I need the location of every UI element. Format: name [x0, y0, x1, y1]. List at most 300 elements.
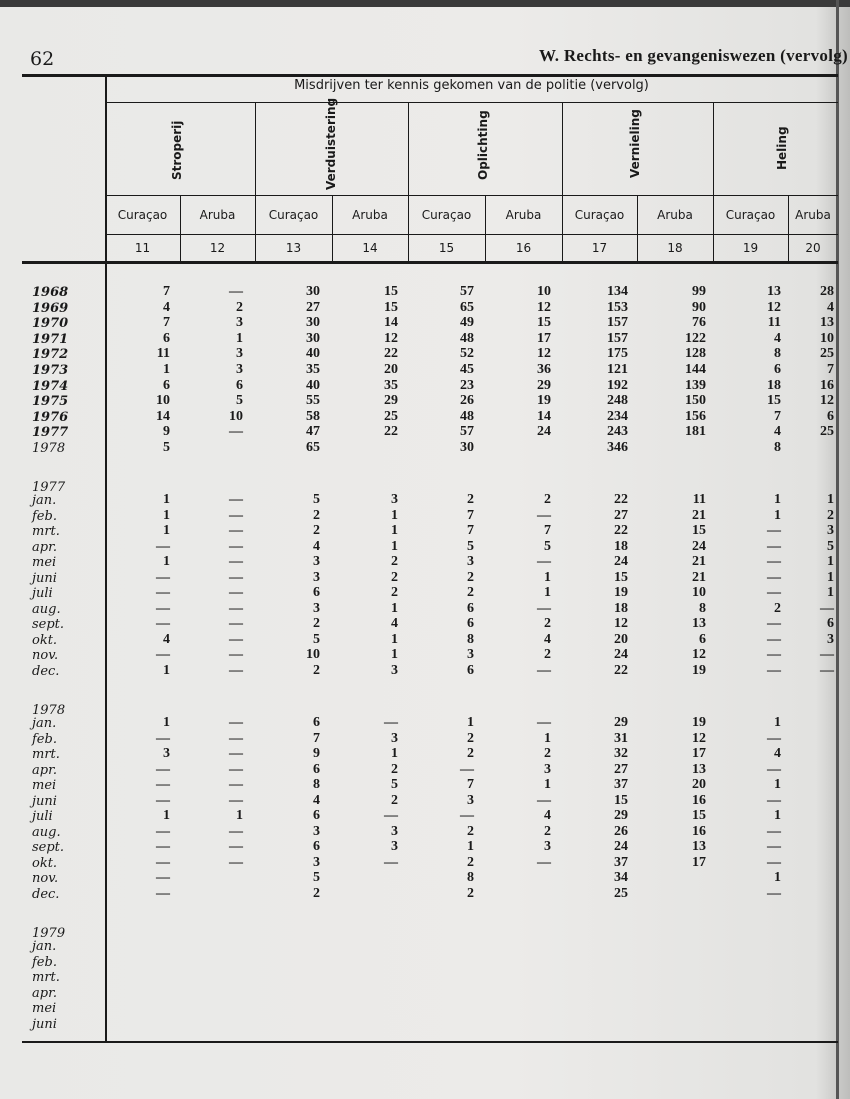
- table-cell: 1: [544, 569, 551, 585]
- table-cell: 8: [774, 346, 781, 362]
- table-cell: 45: [460, 362, 474, 377]
- category-heling: Heling: [775, 126, 789, 170]
- row-label: nov.: [32, 648, 59, 663]
- row-label: jan.: [32, 493, 57, 508]
- table-cell: 144: [685, 362, 706, 377]
- table-cell: 20: [614, 631, 628, 647]
- table-cell: 27: [306, 299, 320, 315]
- table-cell: 16: [820, 377, 834, 393]
- row-label: dec.: [32, 663, 60, 679]
- row-label: juni: [32, 570, 57, 586]
- table-cell: 2: [467, 569, 474, 585]
- top-rule: [22, 74, 838, 77]
- table-cell: —: [229, 284, 243, 299]
- table-cell: 7: [774, 408, 781, 424]
- table-cell: 181: [685, 424, 706, 440]
- table-cell: —: [229, 538, 243, 554]
- table-cell: 49: [460, 315, 474, 331]
- table-cell: 26: [614, 823, 628, 839]
- table-cell: 2: [467, 746, 474, 761]
- table-cell: —: [156, 870, 170, 885]
- table-cell: 11: [156, 346, 170, 362]
- table-cell: 3: [313, 854, 320, 870]
- table-cell: 2: [774, 600, 781, 616]
- row-label: 1978: [32, 441, 66, 456]
- table-cell: 7: [163, 284, 170, 299]
- table-cell: 1: [391, 507, 398, 523]
- table-cell: —: [767, 569, 781, 585]
- section-year: 1979: [32, 926, 66, 941]
- table-cell: 27: [614, 507, 628, 523]
- table-cell: 1: [391, 746, 398, 761]
- row-label: apr.: [32, 539, 57, 555]
- table-cell: 30: [460, 440, 474, 455]
- table-cell: 1: [391, 523, 398, 538]
- table-cell: 12: [767, 299, 781, 315]
- table-cell: 58: [306, 408, 320, 424]
- table-cell: —: [767, 823, 781, 839]
- table-cell: 157: [607, 315, 628, 331]
- table-cell: 139: [685, 377, 706, 393]
- scan-right-edge: [836, 0, 839, 1099]
- table-cell: 8: [313, 777, 320, 792]
- table-cell: 1: [774, 777, 781, 792]
- table-cell: 29: [537, 377, 551, 393]
- table-cell: —: [537, 792, 551, 808]
- table-cell: 7: [467, 507, 474, 523]
- table-cell: 57: [460, 424, 474, 440]
- table-cell: 18: [614, 538, 628, 554]
- table-cell: 16: [692, 792, 706, 808]
- table-cell: 6: [313, 839, 320, 854]
- table-cell: 3: [313, 600, 320, 616]
- table-cell: —: [820, 647, 834, 662]
- table-cell: —: [767, 839, 781, 854]
- table-cell: 128: [685, 346, 706, 362]
- row-label: jan.: [32, 939, 57, 954]
- table-cell: 1: [236, 330, 243, 346]
- subheader-island: Curaçao: [574, 208, 625, 222]
- table-cell: —: [820, 662, 834, 678]
- table-cell: 15: [614, 792, 628, 808]
- table-cell: —: [537, 662, 551, 678]
- row-label: dec.: [32, 886, 60, 902]
- table-cell: 3: [467, 647, 474, 662]
- table-cell: 3: [544, 761, 551, 777]
- table-cell: 1: [827, 554, 834, 569]
- table-cell: 1: [827, 492, 834, 507]
- table-cell: 248: [607, 393, 628, 409]
- table-cell: 6: [699, 631, 706, 647]
- table-cell: 2: [467, 854, 474, 870]
- table-cell: —: [460, 808, 474, 823]
- table-cell: 12: [384, 330, 398, 346]
- table-cell: —: [229, 492, 243, 507]
- column-number: 12: [209, 241, 226, 255]
- table-cell: —: [537, 507, 551, 523]
- table-cell: 2: [313, 507, 320, 523]
- table-cell: 36: [537, 362, 551, 377]
- table-cell: 22: [614, 523, 628, 538]
- table-cell: 1: [391, 600, 398, 616]
- table-cell: 1: [774, 808, 781, 823]
- table-cell: 2: [391, 585, 398, 600]
- table-cell: 5: [313, 870, 320, 885]
- table-cell: 2: [467, 730, 474, 746]
- table-cell: —: [767, 631, 781, 647]
- table-cell: 3: [391, 730, 398, 746]
- table-cell: 3: [391, 662, 398, 678]
- table-cell: 32: [614, 746, 628, 761]
- row-label: sept.: [32, 840, 65, 855]
- table-cell: 76: [692, 315, 706, 331]
- table-cell: —: [229, 823, 243, 839]
- scan-top-edge: [0, 0, 850, 7]
- table-cell: 34: [614, 870, 628, 885]
- table-cell: —: [229, 792, 243, 808]
- table-cell: 8: [467, 631, 474, 647]
- column-number: 15: [438, 241, 455, 255]
- group-divider: [562, 102, 563, 261]
- row-label: jan.: [32, 716, 57, 731]
- table-cell: 35: [384, 377, 398, 393]
- table-cell: —: [229, 761, 243, 777]
- column-number: 18: [667, 241, 683, 255]
- table-cell: 13: [692, 616, 706, 631]
- table-cell: 121: [607, 362, 628, 377]
- table-cell: 1: [163, 492, 170, 507]
- subheader-island: Curaçao: [725, 208, 776, 222]
- table-cell: —: [229, 554, 243, 569]
- table-cell: 6: [827, 408, 834, 424]
- table-cell: 21: [692, 554, 706, 569]
- table-cell: 31: [614, 730, 628, 746]
- row-label: 1968: [32, 285, 69, 300]
- row-label: 1969: [32, 300, 69, 316]
- table-cell: 157: [607, 330, 628, 346]
- table-cell: 122: [685, 330, 706, 346]
- table-cell: 7: [163, 315, 170, 331]
- table-cell: 10: [820, 330, 834, 346]
- table-cell: 29: [384, 393, 398, 409]
- running-head: W. Rechts- en gevangeniswezen (vervolg): [539, 46, 848, 65]
- row-label: apr.: [32, 762, 57, 778]
- row-label: aug.: [32, 601, 61, 617]
- row-label: feb.: [32, 731, 57, 747]
- table-cell: 4: [774, 424, 781, 440]
- group-divider: [408, 102, 409, 261]
- table-cell: 13: [692, 761, 706, 777]
- table-cell: —: [820, 600, 834, 616]
- table-cell: 23: [460, 377, 474, 393]
- table-cell: 2: [313, 523, 320, 538]
- table-cell: 2: [544, 746, 551, 761]
- table-cell: —: [767, 792, 781, 808]
- table-cell: 30: [306, 284, 320, 299]
- table-cell: —: [537, 554, 551, 569]
- table-cell: 15: [537, 315, 551, 331]
- table-cell: 1: [827, 585, 834, 600]
- table-cell: 7: [467, 777, 474, 792]
- row-label: feb.: [32, 954, 57, 970]
- row-label: juli: [32, 586, 53, 601]
- table-cell: —: [156, 600, 170, 616]
- table-cell: 156: [685, 408, 706, 424]
- subheader-island: Curaçao: [421, 208, 472, 222]
- column-number: 20: [805, 241, 821, 255]
- subheader-island: Aruba: [505, 208, 542, 222]
- column-number: 14: [362, 241, 378, 255]
- table-cell: 10: [156, 393, 170, 409]
- table-cell: 24: [614, 554, 628, 569]
- table-cell: 6: [313, 761, 320, 777]
- table-cell: 4: [774, 746, 781, 761]
- row-label: sept.: [32, 617, 65, 632]
- table-cell: 6: [313, 715, 320, 730]
- table-cell: 3: [391, 492, 398, 507]
- table-cell: 2: [391, 554, 398, 569]
- table-cell: 2: [467, 885, 474, 901]
- table-cell: 1: [391, 631, 398, 647]
- table-cell: —: [156, 792, 170, 808]
- table-cell: 1: [391, 647, 398, 662]
- table-cell: 3: [236, 362, 243, 377]
- table-cell: —: [229, 777, 243, 792]
- table-cell: 192: [607, 377, 628, 393]
- table-cell: 52: [460, 346, 474, 362]
- table-cell: 19: [537, 393, 551, 409]
- table-cell: 35: [306, 362, 320, 377]
- table-cell: 18: [614, 600, 628, 616]
- section-year: 1978: [32, 703, 66, 718]
- table-cell: 2: [236, 299, 243, 315]
- table-cell: —: [229, 600, 243, 616]
- table-cell: 4: [544, 631, 551, 647]
- table-cell: —: [229, 507, 243, 523]
- table-cell: 6: [467, 600, 474, 616]
- table-cell: 4: [313, 538, 320, 554]
- table-cell: 346: [607, 440, 628, 455]
- table-cell: 10: [229, 408, 243, 424]
- table-cell: 7: [544, 523, 551, 538]
- table-cell: 30: [306, 330, 320, 346]
- table-cell: 21: [692, 507, 706, 523]
- table-cell: 1: [163, 523, 170, 538]
- table-cell: 7: [827, 362, 834, 377]
- table-cell: 48: [460, 408, 474, 424]
- table-cell: 2: [313, 616, 320, 631]
- table-cell: 5: [236, 393, 243, 409]
- table-cell: 1: [774, 870, 781, 885]
- table-cell: —: [767, 730, 781, 746]
- table-cell: 25: [384, 408, 398, 424]
- table-cell: 14: [537, 408, 551, 424]
- table-cell: 3: [313, 569, 320, 585]
- row-label: feb.: [32, 508, 57, 524]
- table-cell: 1: [163, 507, 170, 523]
- row-label: mei: [32, 555, 57, 570]
- table-cell: 1: [544, 730, 551, 746]
- table-cell: 2: [544, 492, 551, 507]
- table-cell: 6: [236, 377, 243, 393]
- table-cell: —: [156, 761, 170, 777]
- table-cell: 29: [614, 715, 628, 730]
- table-cell: 13: [820, 315, 834, 331]
- table-cell: 11: [692, 492, 706, 507]
- table-cell: 40: [306, 377, 320, 393]
- table-cell: 4: [391, 616, 398, 631]
- row-label: mei: [32, 778, 57, 793]
- table-cell: 22: [384, 346, 398, 362]
- table-cell: 21: [692, 569, 706, 585]
- table-cell: 17: [692, 746, 706, 761]
- table-cell: —: [767, 761, 781, 777]
- table-cell: —: [229, 569, 243, 585]
- bottom-rule: [22, 1041, 838, 1043]
- table-cell: 1: [544, 585, 551, 600]
- table-cell: 2: [544, 647, 551, 662]
- table-cell: 29: [614, 808, 628, 823]
- column-number: 13: [285, 241, 302, 255]
- table-cell: 14: [156, 408, 170, 424]
- table-cell: 18: [767, 377, 781, 393]
- row-label: 1976: [32, 409, 69, 425]
- table-cell: —: [156, 777, 170, 792]
- row-label: 1971: [32, 331, 69, 347]
- page-number: 62: [30, 48, 55, 70]
- row-label: okt.: [32, 855, 58, 871]
- table-cell: 6: [467, 662, 474, 678]
- table-cell: 4: [163, 299, 170, 315]
- table-cell: 6: [313, 808, 320, 823]
- table-cell: 1: [163, 662, 170, 678]
- table-cell: 2: [544, 823, 551, 839]
- category-rule: [105, 195, 838, 196]
- table-cell: 28: [820, 284, 834, 299]
- table-cell: —: [156, 730, 170, 746]
- table-cell: 55: [306, 393, 320, 409]
- table-cell: 5: [544, 538, 551, 554]
- table-cell: 22: [614, 662, 628, 678]
- table-cell: —: [156, 585, 170, 600]
- row-label: 1975: [32, 394, 69, 410]
- table-cell: 8: [467, 870, 474, 885]
- title-rule: [105, 102, 838, 103]
- table-cell: 2: [391, 569, 398, 585]
- table-cell: 12: [820, 393, 834, 409]
- table-cell: —: [156, 616, 170, 631]
- row-label: juli: [32, 809, 53, 824]
- table-cell: 12: [692, 730, 706, 746]
- table-cell: 1: [774, 492, 781, 507]
- table-cell: 17: [692, 854, 706, 870]
- table-cell: 6: [827, 616, 834, 631]
- table-cell: —: [229, 746, 243, 761]
- column-number: 17: [591, 241, 608, 255]
- column-number: 16: [515, 241, 532, 255]
- table-cell: 15: [692, 523, 706, 538]
- table-cell: 15: [384, 284, 398, 299]
- row-label: juni: [32, 1016, 57, 1032]
- table-cell: —: [767, 616, 781, 631]
- table-cell: 3: [391, 839, 398, 854]
- table-cell: 22: [614, 492, 628, 507]
- table-cell: 3: [313, 554, 320, 569]
- table-cell: 19: [692, 662, 706, 678]
- table-cell: 10: [692, 585, 706, 600]
- subheader-island: Aruba: [657, 208, 693, 222]
- row-label: aug.: [32, 824, 61, 840]
- table-cell: —: [229, 730, 243, 746]
- section-year: 1977: [32, 480, 66, 495]
- table-cell: 14: [384, 315, 398, 331]
- table-cell: —: [229, 662, 243, 678]
- table-cell: 3: [236, 346, 243, 362]
- table-cell: 7: [467, 523, 474, 538]
- row-label: juni: [32, 793, 57, 809]
- table-cell: 1: [774, 715, 781, 730]
- table-cell: 4: [313, 792, 320, 808]
- table-cell: 25: [614, 885, 628, 901]
- table-cell: 2: [467, 823, 474, 839]
- subheader-island: Curaçao: [268, 208, 319, 222]
- table-cell: —: [229, 647, 243, 662]
- table-cell: 3: [391, 823, 398, 839]
- table-cell: —: [767, 554, 781, 569]
- table-cell: 15: [692, 808, 706, 823]
- table-cell: 1: [163, 715, 170, 730]
- table-cell: —: [156, 647, 170, 662]
- category-verduistering: Verduistering: [324, 97, 338, 190]
- table-cell: —: [229, 424, 243, 440]
- table-cell: —: [384, 715, 398, 730]
- table-cell: —: [384, 854, 398, 870]
- row-label: apr.: [32, 985, 57, 1001]
- table-cell: 16: [692, 823, 706, 839]
- table-cell: 15: [384, 299, 398, 315]
- table-cell: 5: [391, 777, 398, 792]
- table-cell: 5: [313, 492, 320, 507]
- table-cell: 13: [692, 839, 706, 854]
- table-cell: 13: [767, 284, 781, 299]
- table-cell: —: [156, 569, 170, 585]
- table-cell: —: [229, 715, 243, 730]
- row-label: okt.: [32, 632, 58, 648]
- table-cell: 17: [537, 330, 551, 346]
- table-cell: 1: [163, 554, 170, 569]
- table-cell: 1: [163, 808, 170, 823]
- table-cell: 24: [537, 424, 551, 440]
- table-cell: 5: [467, 538, 474, 554]
- category-stroperij: Stroperij: [170, 120, 184, 180]
- table-cell: 9: [313, 746, 320, 761]
- table-cell: 5: [827, 538, 834, 554]
- table-cell: 2: [391, 761, 398, 777]
- row-label: nov.: [32, 871, 59, 886]
- table-cell: 243: [607, 424, 628, 440]
- subheader-island: Curaçao: [117, 208, 168, 222]
- table-cell: 3: [827, 523, 834, 538]
- table-cell: 6: [163, 330, 170, 346]
- row-label: mrt.: [32, 747, 60, 762]
- table-cell: 15: [767, 393, 781, 409]
- table-cell: 19: [614, 585, 628, 600]
- row-label: 1977: [32, 425, 69, 441]
- table-cell: 65: [460, 299, 474, 315]
- row-label: mrt.: [32, 524, 60, 539]
- table-cell: —: [460, 761, 474, 777]
- row-label: 1970: [32, 316, 69, 332]
